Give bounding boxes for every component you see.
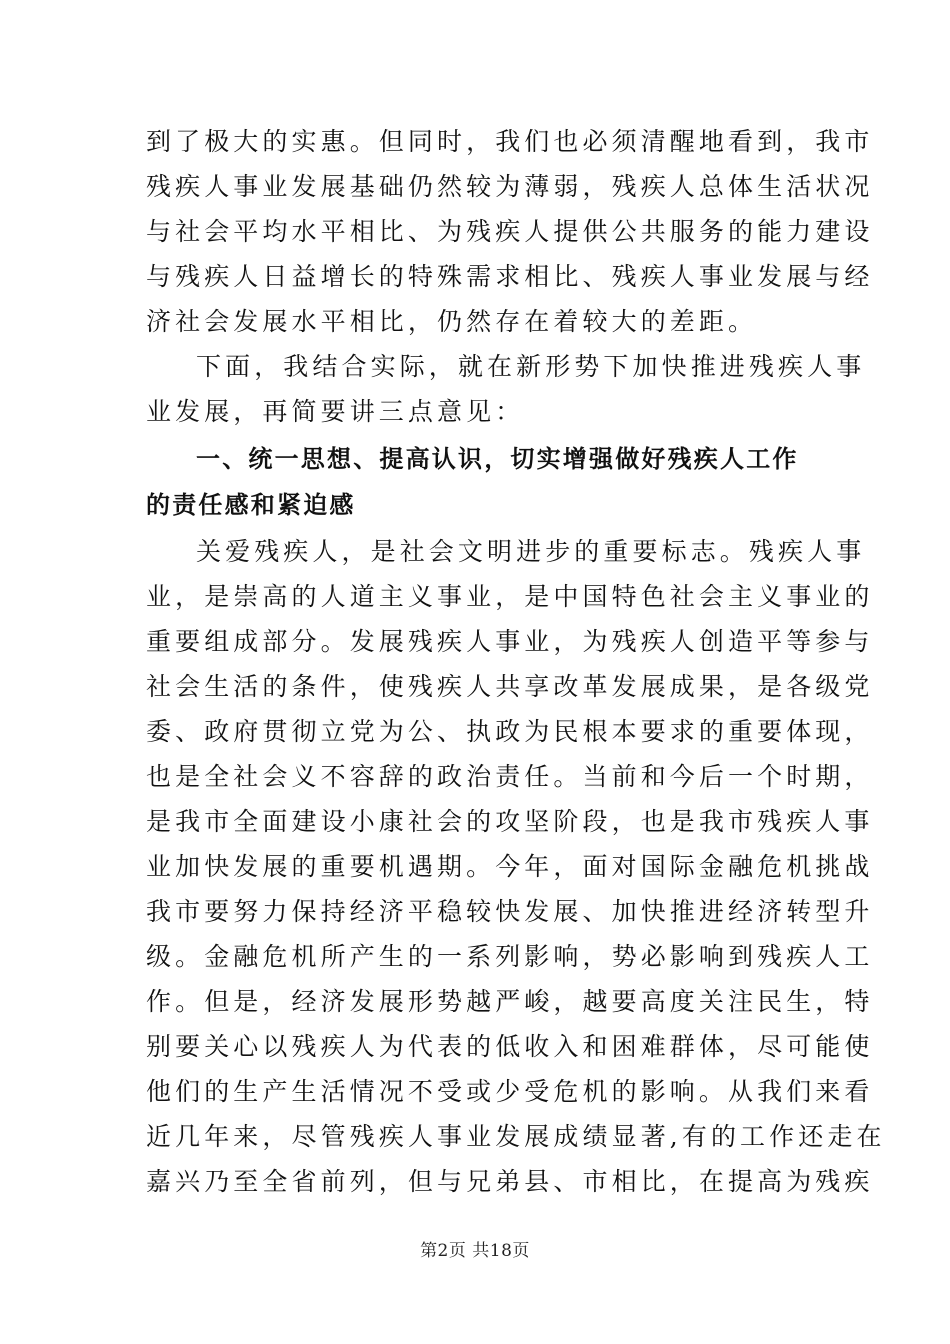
paragraph-line: 到了极大的实惠。但同时，我们也必须清醒地看到，我市 xyxy=(146,127,874,156)
section-heading-line: 的责任感和紧迫感 xyxy=(146,491,356,519)
paragraph-line: 残疾人事业发展基础仍然较为薄弱，残疾人总体生活状况 xyxy=(146,172,874,201)
paragraph-line: 也是全社会义不容辞的政治责任。当前和今后一个时期， xyxy=(146,762,874,791)
paragraph-line: 下面，我结合实际，就在新形势下加快推进残疾人事 xyxy=(196,352,866,381)
paragraph-line: 别要关心以残疾人为代表的低收入和困难群体，尽可能使 xyxy=(146,1032,874,1061)
paragraph-line: 与残疾人日益增长的特殊需求相比、残疾人事业发展与经 xyxy=(146,262,874,291)
paragraph-line: 级。金融危机所产生的一系列影响，势必影响到残疾人工 xyxy=(146,942,874,971)
page-number: 第2页 共18页 xyxy=(420,1241,530,1261)
paragraph-line: 与社会平均水平相比、为残疾人提供公共服务的能力建设 xyxy=(146,217,874,246)
paragraph-line: 委、政府贯彻立党为公、执政为民根本要求的重要体现， xyxy=(146,717,874,746)
paragraph-line: 重要组成部分。发展残疾人事业，为残疾人创造平等参与 xyxy=(146,627,874,656)
paragraph-line: 作。但是，经济发展形势越严峻，越要高度关注民生，特 xyxy=(146,987,874,1016)
paragraph-line: 嘉兴乃至全省前列，但与兄弟县、市相比，在提高为残疾 xyxy=(146,1167,874,1196)
paragraph-line: 业加快发展的重要机遇期。今年，面对国际金融危机挑战 xyxy=(146,852,874,881)
paragraph-line: 我市要努力保持经济平稳较快发展、加快推进经济转型升 xyxy=(146,897,874,926)
section-heading-line: 一、统一思想、提高认识，切实增强做好残疾人工作 xyxy=(196,445,799,473)
paragraph-line: 关爱残疾人，是社会文明进步的重要标志。残疾人事 xyxy=(196,537,866,566)
paragraph-line: 业，是崇高的人道主义事业，是中国特色社会主义事业的 xyxy=(146,582,874,611)
paragraph-line: 是我市全面建设小康社会的攻坚阶段，也是我市残疾人事 xyxy=(146,807,874,836)
paragraph-line: 济社会发展水平相比，仍然存在着较大的差距。 xyxy=(146,307,758,336)
paragraph-line: 业发展，再简要讲三点意见： xyxy=(146,397,525,426)
paragraph-line: 近几年来，尽管残疾人事业发展成绩显著,有的工作还走在 xyxy=(146,1122,886,1151)
paragraph-line: 他们的生产生活情况不受或少受危机的影响。从我们来看 xyxy=(146,1077,874,1106)
paragraph-line: 社会生活的条件，使残疾人共享改革发展成果，是各级党 xyxy=(146,672,874,701)
